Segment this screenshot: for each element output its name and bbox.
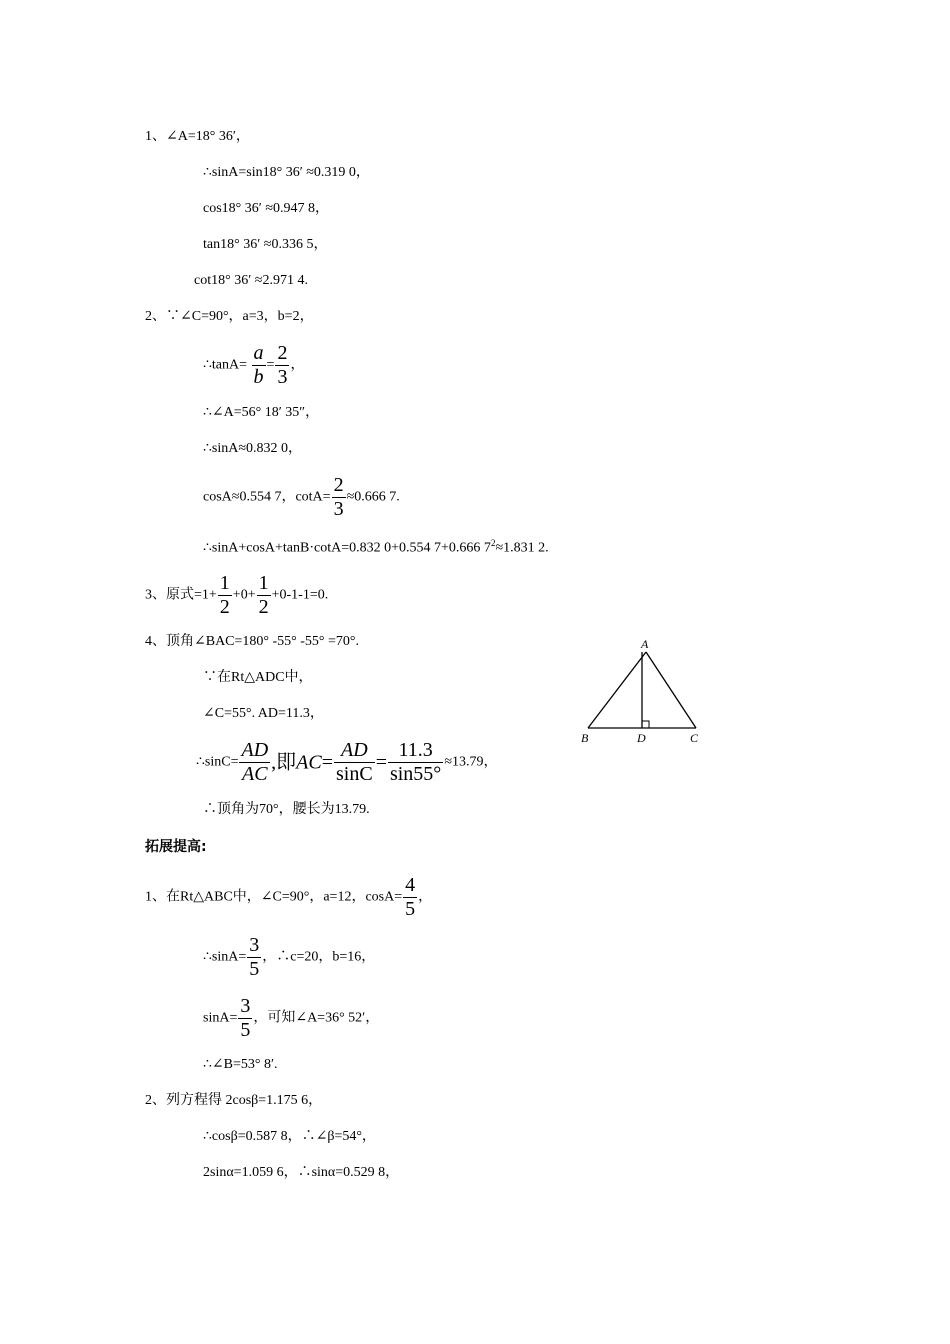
fraction-two-thirds-cot: $\frac{2}{3}$ — [333, 474, 344, 520]
line-3: cos18° 36′ ≈0.947 8， — [203, 201, 330, 216]
line-13: 4、顶角∠BAC=180° -55° -55° =70°. — [145, 634, 360, 649]
fraction-a-over-b: $\frac{a}{b}$ — [253, 342, 264, 388]
right-angle-mark — [642, 721, 649, 728]
line-5: cot18° 36′ ≈2.971 4. — [194, 273, 308, 288]
line-17: ∴顶角为70°，腰长为13.79. — [203, 802, 370, 817]
line-18: 1、在Rt△ABC中，∠C=90°，a=12，cosA= $\frac{4}{5}$ ， — [145, 874, 433, 920]
line-2: ∴sinA=sin18° 36′ ≈0.319 0， — [203, 165, 370, 180]
line-4: tan18° 36′ ≈0.336 5， — [203, 237, 328, 252]
tan-label: ∴tanA= — [203, 357, 248, 373]
label-d: D — [637, 731, 646, 745]
line-15: ∠C=55°. AD=11.3， — [203, 706, 324, 721]
line-21: ∴∠B=53° 8′. — [203, 1057, 278, 1072]
fraction-two-thirds: $\frac{2}{3}$ — [277, 342, 288, 388]
fraction-four-fifths: $\frac{4}{5}$ — [405, 874, 416, 920]
line-23: ∴cosβ=0.587 8，∴∠β=54°， — [203, 1129, 376, 1144]
fraction-three-fifths-1: $\frac{3}{5}$ — [249, 934, 260, 980]
section-heading: 拓展提高: — [145, 839, 207, 855]
triangle-figure — [578, 636, 708, 748]
line-19: ∴sinA= $\frac{3}{5}$ ，∴c=20，b=16， — [203, 934, 376, 980]
fraction-val-over-sin55: $\frac{11.3}{\sin 55^\circ}$ — [389, 739, 442, 785]
fraction-ad-over-ac: $\frac{AD}{AC}$ — [241, 739, 269, 785]
fraction-ad-over-sinc: $\frac{AD}{\sin C}$ — [336, 739, 373, 785]
label-b: B — [581, 731, 589, 745]
line-24: 2sinα=1.059 6，∴sinα=0.529 8， — [203, 1165, 400, 1180]
line-20: sinA= $\frac{3}{5}$ ，可知∠A=36° 52′， — [203, 995, 380, 1041]
line-14: ∵在Rt△ADC中， — [203, 670, 313, 685]
line-9: ∴sinA≈0.832 0， — [203, 441, 303, 456]
line-11: ∴sinA+cosA+tanB·cotA=0.832 0+0.554 7+0.666 $7^2\approx 1.831$ 2. — [203, 538, 549, 556]
side-ab — [588, 652, 646, 728]
line-6: 2、∵∠C=90°，a=3，b=2， — [145, 309, 314, 324]
line-12: 3、原式=1+ $\frac{1}{2}$ +0+ $\frac{1}{2}$ +0-1-1=0. — [145, 572, 329, 618]
fraction-three-fifths-2: $\frac{3}{5}$ — [240, 995, 251, 1041]
fraction-one-half-2: $\frac{1}{2}$ — [258, 572, 269, 618]
line-16: ∴sinC= $\frac{AD}{AC}$ ,即AC= $\frac{AD}{\sin C}$ = $\frac{11.3}{\sin 55^\circ}$ ≈13.79， — [196, 739, 498, 785]
line-22: 2、列方程得 2cosβ=1.175 6， — [145, 1093, 323, 1108]
fraction-one-half-1: $\frac{1}{2}$ — [219, 572, 230, 618]
label-c: C — [690, 731, 699, 745]
line-8: ∴∠A=56° 18′ 35″， — [203, 405, 320, 420]
line-1: 1、∠A=18° 36′， — [145, 129, 250, 144]
line-10: cosA≈0.554 7，cotA= $\frac{2}{3}$ ≈0.666 7. — [203, 474, 400, 520]
line-7: ∴tanA= $\frac{a}{b}$ = $\frac{2}{3}$ ， — [203, 342, 305, 388]
side-ac — [646, 652, 696, 728]
label-a: A — [641, 637, 649, 651]
